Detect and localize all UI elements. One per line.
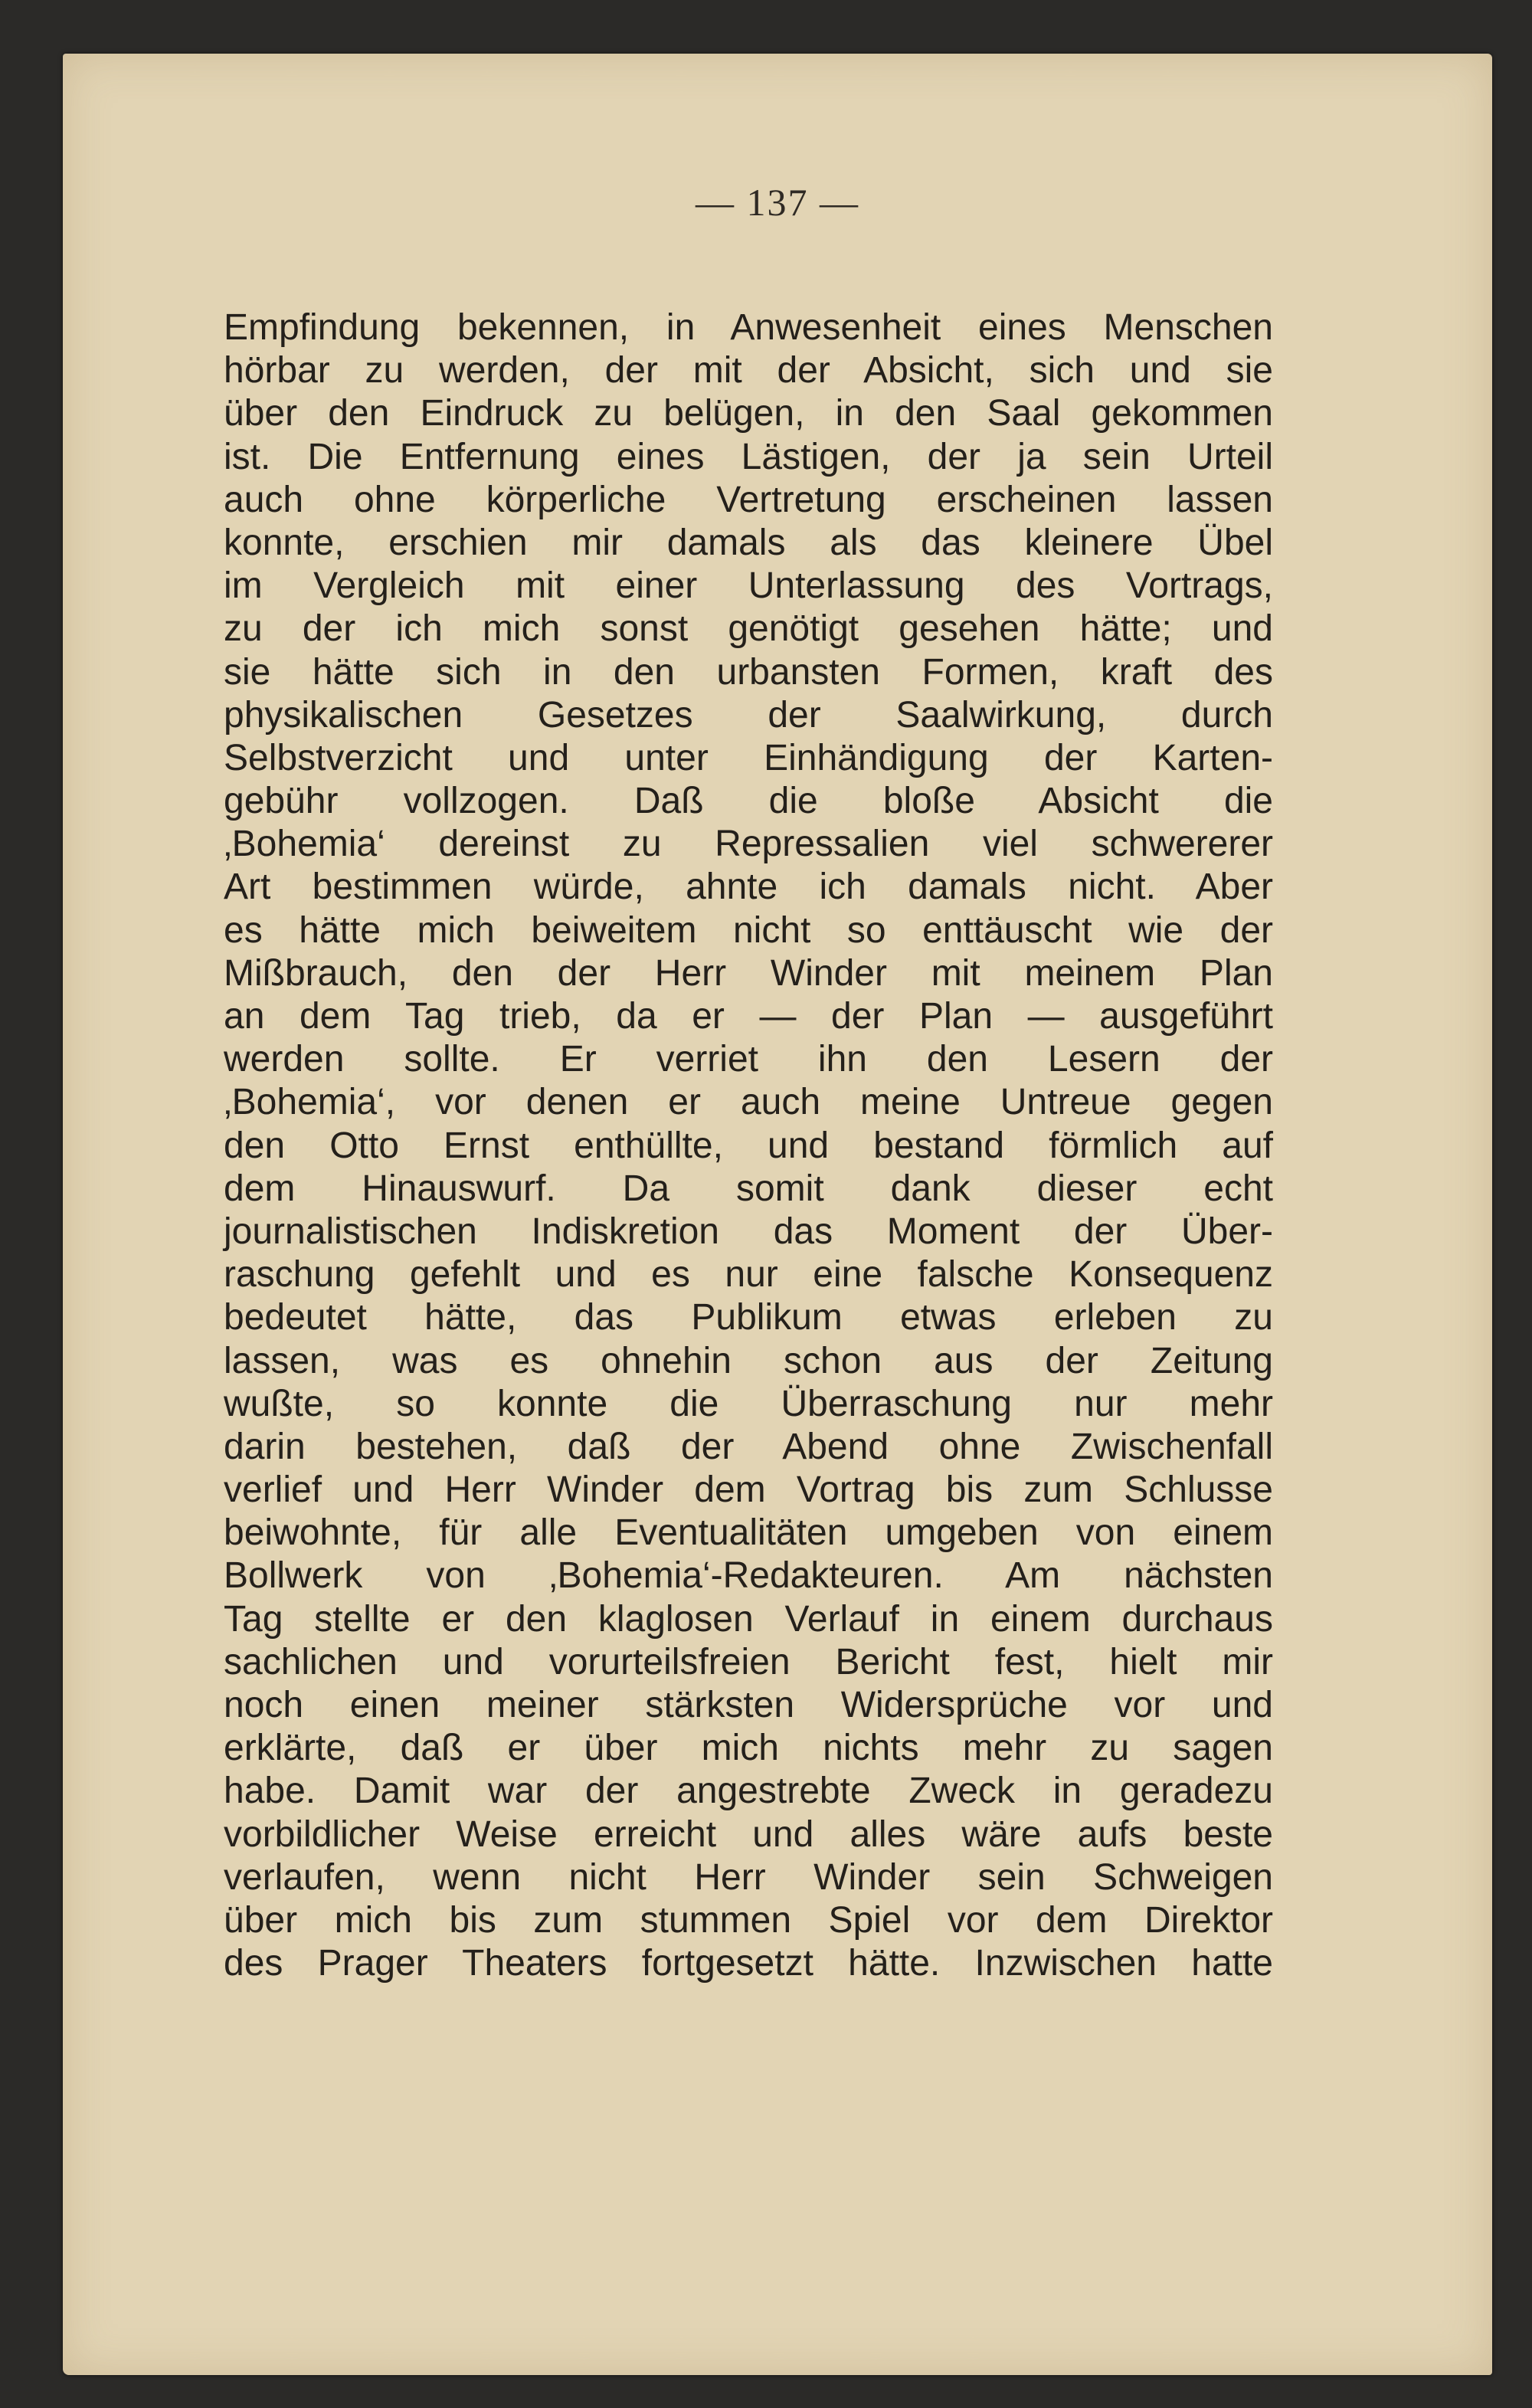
text-line: ‚Bohemia‘, vor denen er auch meine Untreue gegen [224,1082,1273,1123]
text-line: werden sollte. Er verriet ihn den Lesern der [224,1039,1273,1080]
text-line: verlaufen, wenn nicht Herr Winder sein Schweigen [224,1856,1273,1898]
text-line: an dem Tag trieb, da er — der Plan — ausgeführt [224,996,1273,1037]
text-line: ‚Bohemia‘ dereinst zu Repressalien viel schwererer [224,824,1273,865]
text-line: darin bestehen, daß der Abend ohne Zwischenfall [224,1426,1273,1467]
text-line: konnte, erschien mir damals als das kleinere Übel [224,522,1273,563]
text-line: über den Eindruck zu belügen, in den Saal gekommen [224,393,1273,434]
text-line: verlief und Herr Winder dem Vortrag bis zum Schlusse [224,1469,1273,1511]
text-line: vorbildlicher Weise erreicht und alles wäre aufs beste [224,1813,1273,1855]
text-line: habe. Damit war der angestrebte Zweck in geradezu [224,1771,1273,1812]
text-line: auch ohne körperliche Vertretung erscheinen lassen [224,479,1273,520]
text-line: wußte, so konnte die Überraschung nur mehr [224,1383,1273,1424]
text-line: lassen, was es ohnehin schon aus der Zeitung [224,1340,1273,1381]
text-line: gebühr vollzogen. Daß die bloße Absicht die [224,781,1273,822]
text-line: raschung gefehlt und es nur eine falsche Konsequenz [224,1254,1273,1296]
text-line: Empfindung bekennen, in Anwesenheit eines Menschen [224,307,1273,348]
text-line: über mich bis zum stummen Spiel vor dem Direktor [224,1899,1273,1941]
text-line: ist. Die Entfernung eines Lästigen, der ja sein Urteil [224,436,1273,477]
text-line: zu der ich mich sonst genötigt gesehen hätte; und [224,608,1273,650]
text-line: noch einen meiner stärksten Widersprüche vor und [224,1685,1273,1725]
text-line: es hätte mich beiweitem nicht so enttäuscht wie der [224,909,1273,951]
text-line: journalistischen Indiskretion das Moment der Über- [224,1211,1273,1252]
text-line: Art bestimmen würde, ahnte ich damals nicht. Aber [224,867,1273,908]
body-text [224,306,1273,1985]
text-line: den Otto Ernst enthüllte, und bestand förmlich auf [224,1125,1273,1166]
text-line: hörbar zu werden, der mit der Absicht, sich und sie [224,350,1273,392]
text-line: dem Hinauswurf. Da somit dank dieser echt [224,1168,1273,1209]
text-line: Bollwerk von ‚Bohemia‘-Redakteuren. Am nächsten [224,1555,1273,1597]
text-line: Mißbrauch, den der Herr Winder mit meinem Plan [224,952,1273,994]
book-page [63,54,1492,2375]
text-line: Selbstverzicht und unter Einhändigung der Karten- [224,737,1273,778]
text-line: physikalischen Gesetzes der Saalwirkung, durch [224,694,1273,736]
text-line: des Prager Theaters fortgesetzt hätte. Inzwischen hatte [224,1943,1273,1984]
page-number: — 137 — [696,181,859,224]
text-line: Tag stellte er den klaglosen Verlauf in einem durchaus [224,1598,1273,1640]
text-line: bedeutet hätte, das Publikum etwas erleben zu [224,1297,1273,1338]
text-line: beiwohnte, für alle Eventualitäten umgeben von einem [224,1512,1273,1554]
text-line: im Vergleich mit einer Unterlassung des Vortrags, [224,565,1273,607]
text-line: sachlichen und vorurteilsfreien Bericht fest, hielt mir [224,1641,1273,1682]
text-line: sie hätte sich in den urbansten Formen, kraft des [224,651,1273,693]
text-line: erklärte, daß er über mich nichts mehr zu sagen [224,1728,1273,1769]
